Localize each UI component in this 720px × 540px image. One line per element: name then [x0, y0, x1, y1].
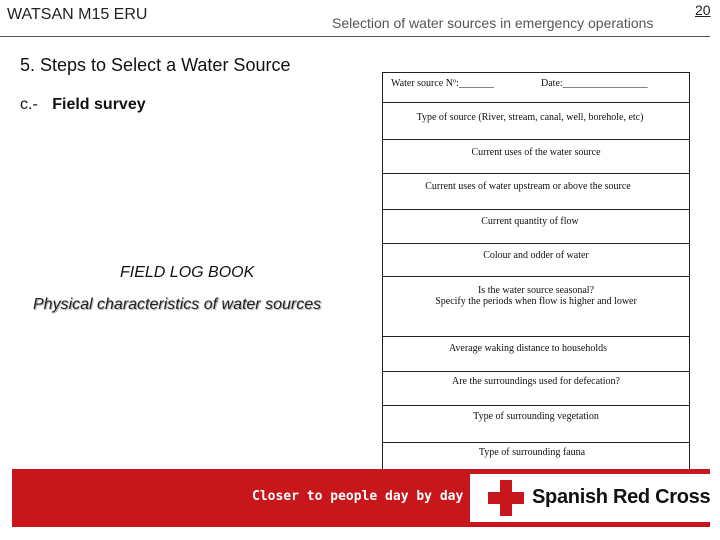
- form-row-vegetation: [383, 406, 689, 443]
- date-label: Date:_________________: [541, 78, 648, 89]
- page-number: 20: [695, 2, 711, 18]
- form-row-label: Type of surrounding fauna: [478, 447, 586, 458]
- form-row-current-uses: [383, 140, 689, 174]
- brand-name: Spanish Red Cross: [532, 486, 711, 508]
- form-row-source-type: [383, 103, 689, 140]
- form-row-label: Current uses of water upstream or above the source: [425, 181, 631, 192]
- header-course: WATSAN M15 ERU: [7, 6, 148, 23]
- form-row-walking-distance: [383, 337, 689, 372]
- form-row-seasonal: [383, 277, 689, 337]
- subsection-heading: [20, 96, 146, 114]
- form-row-label: Is the water source seasonal?: [477, 285, 595, 296]
- slide-title: 5. Steps to Select a Water Source: [20, 55, 291, 75]
- form-row-label: Type of source (River, stream, canal, well, borehole, etc): [416, 112, 644, 123]
- subsection-text: Field survey: [52, 96, 146, 113]
- brand-logo: [470, 474, 710, 522]
- footer-banner: [12, 469, 710, 527]
- form-row-label: Colour and odder of water: [483, 250, 589, 261]
- form-row-label: Current quantity of flow: [481, 216, 579, 227]
- form-row-label: Current uses of the water source: [471, 147, 601, 158]
- physical-characteristics-label: Physical characteristics of water sources: [33, 296, 322, 313]
- red-cross-icon: [488, 480, 524, 516]
- form-row-flow-quantity: [383, 210, 689, 244]
- form-row-defecation: [383, 372, 689, 406]
- header-topic: Selection of water sources in emergency operations: [332, 15, 654, 31]
- form-row-upstream-uses: [383, 174, 689, 210]
- form-row-colour-odour: [383, 244, 689, 277]
- form-row-label: Average waking distance to households: [448, 343, 608, 354]
- header-divider: [0, 36, 710, 37]
- footer-slogan: Closer to people day by day: [252, 489, 464, 504]
- water-source-number-label: Water source Nº:_______: [391, 78, 494, 89]
- form-row-label: Type of surrounding vegetation: [473, 411, 599, 422]
- field-log-book-label: FIELD LOG BOOK: [120, 264, 255, 281]
- field-log-form: [382, 72, 690, 472]
- subsection-number: c.-: [20, 96, 38, 113]
- form-header-row: [383, 73, 689, 103]
- form-row-label: Are the surroundings used for defecation?: [452, 376, 620, 387]
- form-row-label: Specify the periods when flow is higher and lower: [435, 296, 637, 307]
